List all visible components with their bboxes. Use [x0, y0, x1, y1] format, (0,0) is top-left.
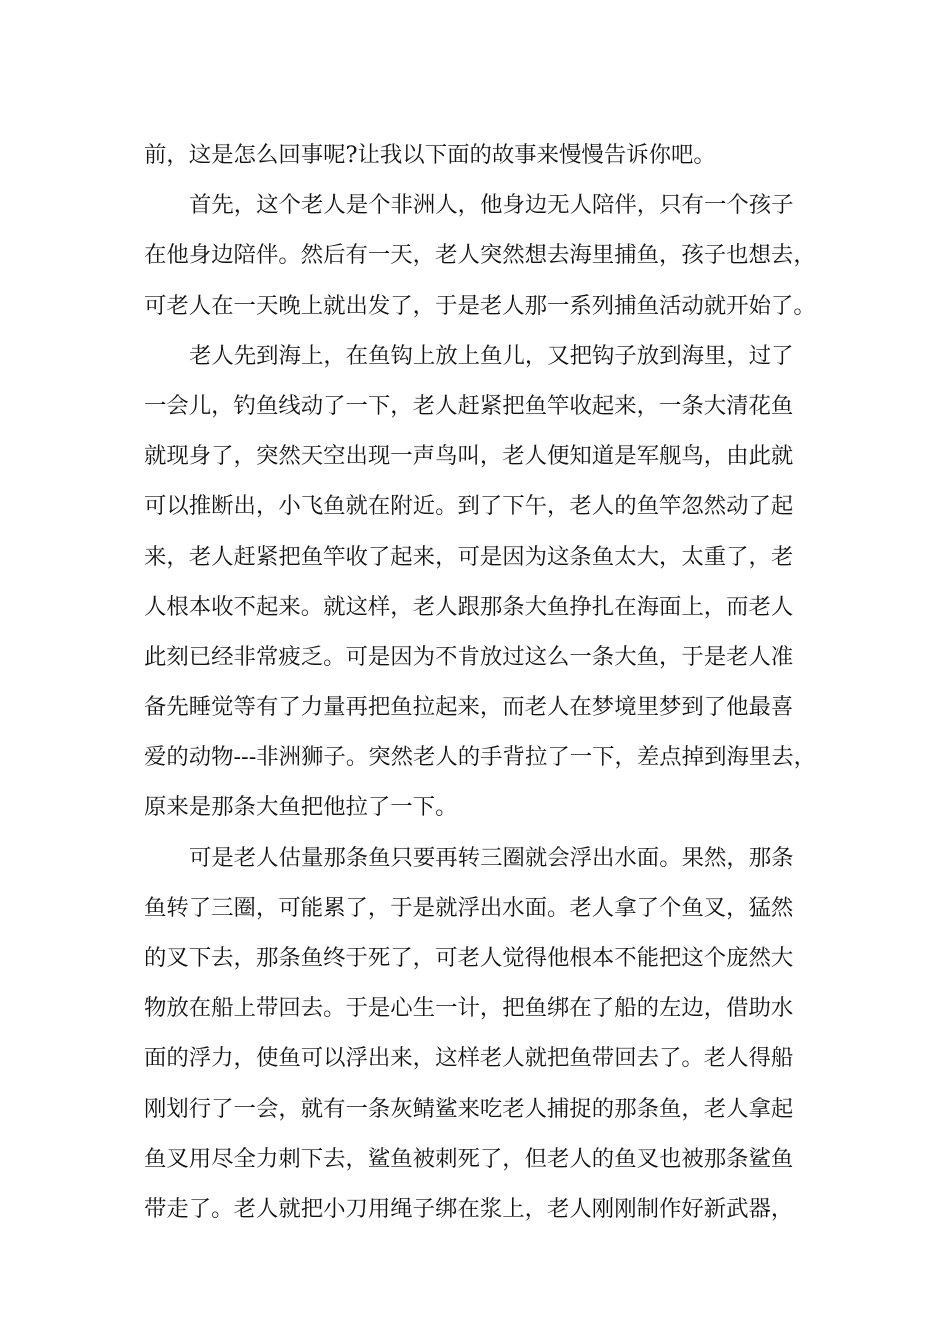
text-line: 爱的动物---非洲狮子。突然老人的手背拉了一下，差点掉到海里去， [144, 744, 817, 771]
text-line: 人根本收不起来。就这样，老人跟那条大鱼挣扎在海面上，而老人 [144, 593, 794, 620]
text-line: 鱼叉用尽全力刺下去，鲨鱼被刺死了，但老人的鱼叉也被那条鲨鱼 [144, 1145, 794, 1172]
text-line: 前，这是怎么回事呢?让我以下面的故事来慢慢告诉你吧。 [144, 142, 716, 168]
text-line: 面的浮力，使鱼可以浮出来，这样老人就把鱼带回去了。老人得船 [144, 1045, 794, 1072]
text-line: 备先睡觉等有了力量再把鱼拉起来，而老人在梦境里梦到了他最喜 [144, 694, 794, 721]
text-line: 在他身边陪伴。然后有一天，老人突然想去海里捕鱼，孩子也想去， [144, 242, 816, 269]
text-line: 老人先到海上，在鱼钩上放上鱼儿，又把钩子放到海里，过了 [189, 342, 794, 369]
text-line: 就现身了，突然天空出现一声鸟叫，老人便知道是军舰鸟，由此就 [144, 443, 794, 470]
text-line: 鱼转了三圈，可能累了，于是就浮出水面。老人拿了个鱼叉，猛然 [144, 894, 794, 921]
text-line: 可以推断出，小飞鱼就在附近。到了下午，老人的鱼竿忽然动了起 [144, 493, 794, 520]
text-line: 可老人在一天晚上就出发了，于是老人那一系列捕鱼活动就开始了。 [144, 292, 816, 319]
text-line: 原来是那条大鱼把他拉了一下。 [144, 794, 458, 821]
text-line: 此刻已经非常疲乏。可是因为不肯放过这么一条大鱼，于是老人准 [144, 643, 794, 670]
text-line: 的叉下去，那条鱼终于死了，可老人觉得他根本不能把这个庞然大 [144, 945, 794, 971]
text-line: 首先，这个老人是个非洲人，他身边无人陪伴，只有一个孩子 [189, 192, 794, 219]
text-line: 物放在船上带回去。于是心生一计，把鱼绑在了船的左边，借助水 [144, 995, 794, 1022]
text-line: 来，老人赶紧把鱼竿收了起来，可是因为这条鱼太大，太重了，老 [144, 543, 794, 570]
text-line: 刚划行了一会，就有一条灰鲭鲨来吃老人捕捉的那条鱼，老人拿起 [144, 1095, 794, 1122]
text-line: 带走了。老人就把小刀用绳子绑在浆上，老人刚刚制作好新武器， [144, 1195, 794, 1222]
text-line: 一会儿，钓鱼线动了一下，老人赶紧把鱼竿收起来，一条大清花鱼 [144, 392, 794, 419]
text-line: 可是老人估量那条鱼只要再转三圈就会浮出水面。果然，那条 [189, 844, 794, 871]
body-text [144, 130, 824, 1234]
